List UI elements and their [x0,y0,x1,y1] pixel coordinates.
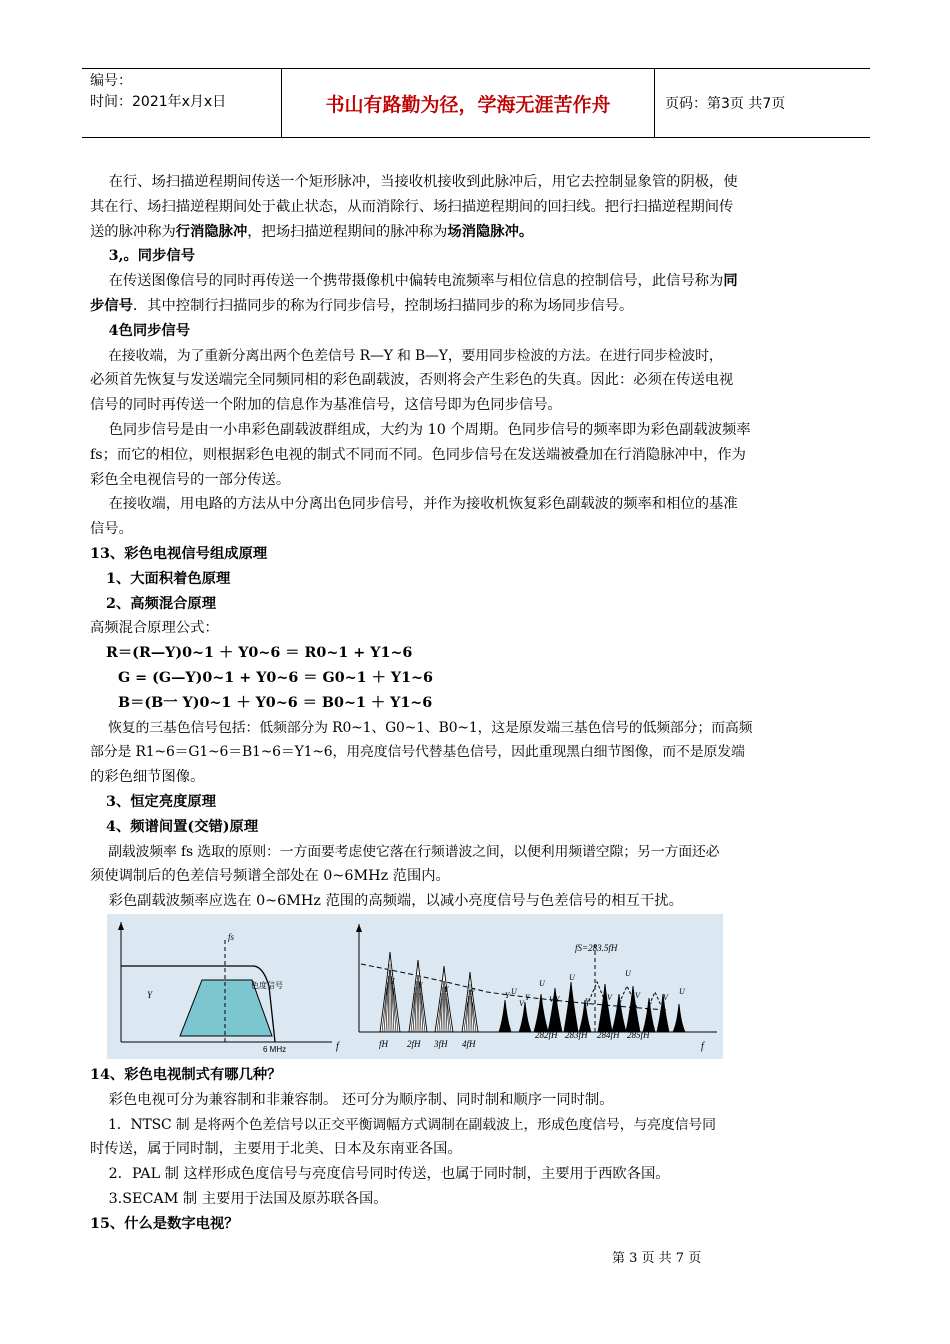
peak-y-label: Y [617,999,622,1008]
spectral-peak [564,982,578,1032]
tick-2fh: 2fH [407,1039,421,1049]
heading-13: 13、彩色电视信号组成原理 [90,545,268,562]
time-label: 时间：2021年x月x日 [90,94,227,110]
right-diagram [356,924,717,1052]
heading-sync: 3,。同步信号 [108,248,195,265]
term-sync: 同 [723,273,738,290]
term-sync-2: 步信号 [90,297,133,314]
number-label: 编号： [90,73,132,89]
peak-u-label: U [539,979,545,988]
paragraph-color-sync-1: 在接收端，为了重新分离出两个色差信号 R—Y 和 B—Y，要用同步检波的方法。在进行同步检波时， [108,347,723,364]
tick-fh: fH [379,1039,388,1049]
paragraph-color-sync-3: 信号的同时再传送一个附加的信息作为基准信号，这信号即为色同步信号。 [90,397,562,414]
document-body [90,170,862,914]
left-6mhz-label: 6 MHz [263,1045,287,1054]
peak-v-label: V [635,991,640,1000]
spectral-peak [673,1004,685,1032]
peak-v-label: V [519,999,524,1008]
header-meta [82,69,282,137]
spectrum-figure [107,914,723,1059]
peak-u-label: U [679,987,685,996]
heading-14: 14、彩色电视制式有哪几种？ [90,1067,282,1083]
peak-y-label: Y [647,1001,652,1010]
peak-y-label: Y [505,991,510,1000]
text-span: 送的脉冲称为 [90,223,176,240]
paragraph-sync-1 [90,269,862,294]
peak-y-label: Y [555,995,560,1004]
peak-v-label: V [663,993,668,1002]
formula-b: B＝(B一 Y)0~1 ＋ Y0~6 ＝ B0~1 ＋ Y1~6 [118,694,433,711]
formula-g: G = (G—Y)0~1 + Y0~6 ＝ G0~1 ＋ Y1~6 [118,669,433,686]
tick-3fh: 3fH [434,1039,448,1049]
paragraph-subcarrier-1: 副载波频率 fs 选取的原则：一方面要考虑使它落在行频谱波之间，以便利用频谱空隙；另一方面还必 [108,843,720,860]
formula-r: R＝(R—Y)0~1 ＋ Y0~6 ＝ R0~1 + Y1~6 [106,645,413,662]
tick-284fh: 284fH [597,1030,620,1040]
spectral-peak [435,966,453,1032]
text-span: 在传送图像信号的同时再传送一个携带摄像机中偏转电流频率与相位信息的控制信号，此信号称为 [108,273,724,290]
peak-y-label: Y [444,985,449,994]
spectral-peak [598,984,612,1032]
peak-v-label: V [607,993,612,1002]
paragraph-burst-1: 色同步信号是由一小串彩色副载波群组成，大约为 10 个周期。色同步信号的频率即为彩色副载波频率 [108,421,751,438]
paragraph-blanking-3 [90,220,862,245]
tick-283fh: 283fH [565,1030,588,1040]
chroma-envelope [587,982,663,1010]
peak-y-label: Y [525,993,530,1002]
heading-15: 15、什么是数字电视？ [90,1215,239,1232]
peak-y-label: Y [470,988,475,997]
left-chroma-label: 色度信号 [251,981,283,990]
paragraph-pal: 2．PAL 制 这样形成色度信号与亮度信号同时传送，也属于同时制，主要用于西欧各国。 [108,1166,670,1183]
formula-label: 高频混合原理公式： [90,620,219,637]
spectral-peak [499,1000,511,1032]
peak-u-label: U [569,973,575,982]
paragraph-subcarrier-3: 彩色副载波频率应选在 0~6MHz 范围的高频端，以减小亮度信号与色差信号的相互干扰。 [108,893,683,910]
peak-y-label: Y [418,981,423,990]
right-f-label: f [701,1041,704,1052]
paragraph-secam: 3.SECAM 制 主要用于法国及原苏联各国。 [108,1190,388,1207]
left-y-label: Y [147,990,153,1000]
paragraph-restore-3: 的彩色细节图像。 [90,769,205,786]
term-field-blanking: 场消隐脉冲。 [447,223,534,240]
peak-u-label: U [625,969,631,978]
peak-u-label: U [511,987,517,996]
page-footer: 第 3 页 共 7 页 [612,1251,702,1266]
paragraph-ntsc-1: 1．NTSC 制 是将两个色差信号以正交平衡调幅方式调制在副载波上，形成色度信号，与亮度信号同 [108,1116,716,1133]
left-f-label: f [336,1041,339,1052]
peak-y-label: Y [390,977,395,986]
heading-color-sync: 4色同步信号 [108,322,191,339]
paragraph-receiver-2: 信号。 [90,521,133,538]
subheading-3: 3、恒定亮度原理 [106,793,217,810]
paragraph-restore-2: 部分是 R1~6＝G1~6＝B1~6＝Y1~6，用亮度信号代替基色信号，因此重现黑白细节图像，而不是原发端 [90,744,745,761]
paragraph-systems: 彩色电视可分为兼容制和非兼容制。 还可分为顺序制、同时制和顺序一同时制。 [108,1091,614,1108]
subheading-1: 1、大面积着色原理 [106,570,231,587]
paragraph-burst-2: fs；而它的相位，则根据彩色电视的制式不同而不同。色同步信号在发送端被叠加在行消隐脉冲中，作为 [90,446,746,463]
paragraph-blanking-2: 其在行、场扫描逆程期间处于截止状态，从而消除行、场扫描逆程期间的回扫线。把行扫描逆程期间传 [90,198,734,215]
paragraph-sync-2 [90,294,862,319]
tick-285fh: 285fH [627,1030,650,1040]
left-y-arrow [118,922,124,930]
text-span: ．其中控制行扫描同步的称为行同步信号，控制场扫描同步的称为场同步信号。 [132,297,634,314]
header-page: 页码：第3页 共7页 [665,96,786,112]
paragraph-blanking-1: 在行、场扫描逆程期间传送一个矩形脉冲，当接收机接收到此脉冲后，用它去控制显象管的阴极，使 [108,174,738,190]
tick-282fh: 282fH [535,1030,558,1040]
page-header [82,68,870,138]
paragraph-restore-1: 恢复的三基色信号包括：低频部分为 R0~1、G0~1、B0~1，这是原发端三基色信号的低频部分；而高频 [108,719,753,736]
term-line-blanking: 行消隐脉冲 [175,223,248,240]
tick-4fh: 4fH [462,1039,476,1049]
right-fs-label: fS=283.5fH [575,943,618,953]
left-diagram [118,922,340,1054]
document-body-lower [90,1063,862,1237]
spectral-peak [409,960,427,1032]
left-fs-label: fs [228,932,235,942]
paragraph-subcarrier-2: 须使调制后的色差信号频谱全部处在 0~6MHz 范围内。 [90,868,450,885]
paragraph-ntsc-2: 时传送，属于同时制，主要用于北美、日本及东南亚各国。 [90,1141,462,1158]
paragraph-color-sync-2: 必须首先恢复与发送端完全同频同相的彩色副载波，否则将会产生彩色的失真。因此：必须在传送电视 [90,372,734,389]
right-y-arrow [356,924,362,932]
peak-v-label: V [549,995,554,1004]
text-span: ，把场扫描逆程期间的脉冲称为 [247,223,448,240]
peak-y-label: Y [585,997,590,1006]
paragraph-burst-3: 彩色全电视信号的一部分传送。 [90,471,291,488]
spectrum-svg [107,914,723,1059]
subheading-2: 2、高频混合原理 [106,595,217,612]
subheading-4: 4、频谱间置(交错)原理 [106,818,259,835]
header-motto: 书山有路勤为径，学海无涯苦作舟 [282,69,655,137]
paragraph-receiver-1: 在接收端，用电路的方法从中分离出色同步信号，并作为接收机恢复彩色副载波的频率和相位的基准 [108,496,738,513]
